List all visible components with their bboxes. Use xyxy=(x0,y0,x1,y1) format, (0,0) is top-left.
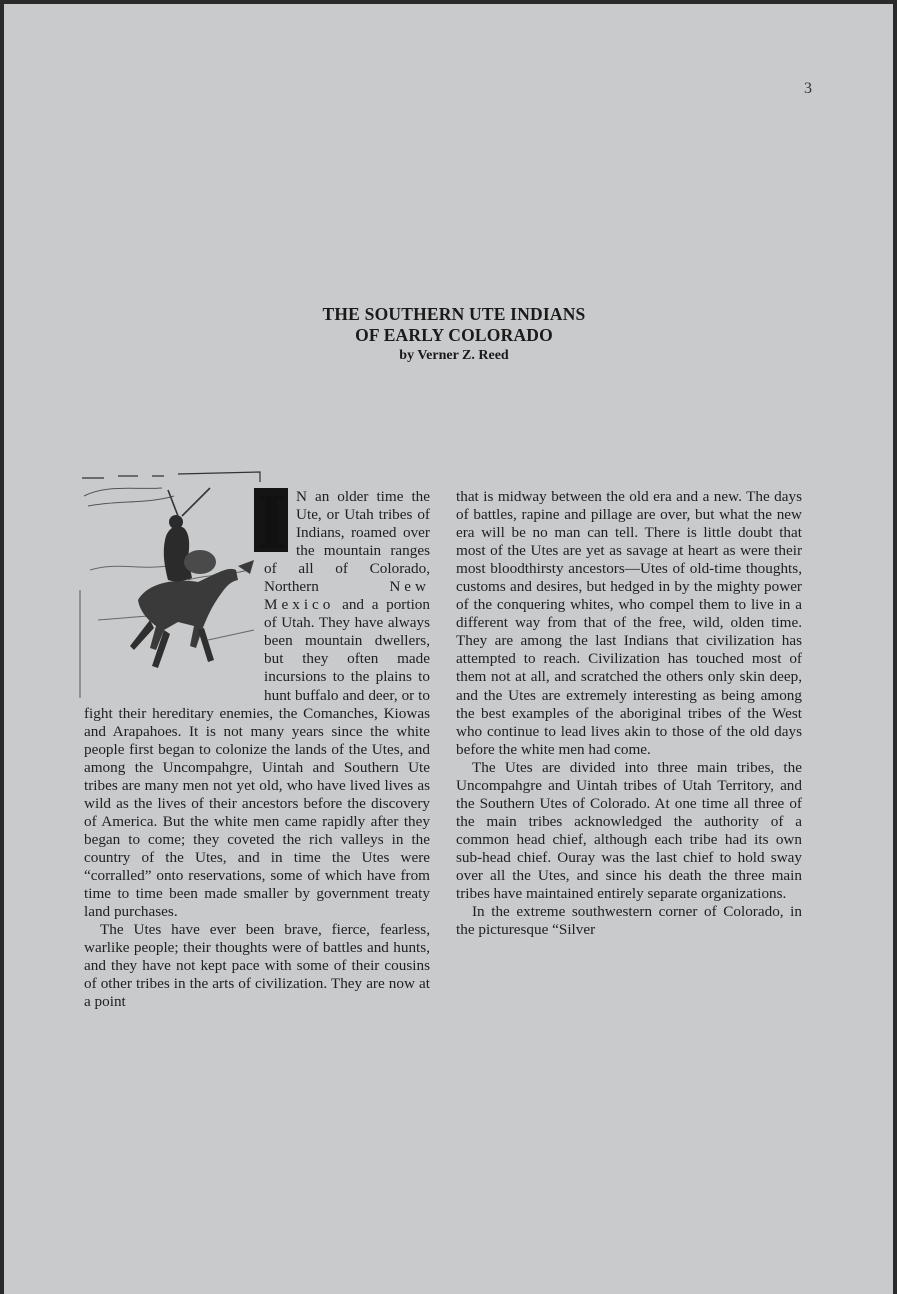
drop-cap: I xyxy=(256,488,288,552)
indian-rider-on-horse-icon xyxy=(78,470,264,698)
right-paragraph-1: that is midway between the old era and a new. The days of battles, rapine and pillage are over, but what the new era will be no man can tell. There is little doubt that most of the Utes are yet as savage at heart as were their most bloodthirsty ancestors—Utes of old-time thoughts, customs and desires, but hedged in by the mighty power of the conquering whites, who compel them to live in a different way from that of the free, wild, olden time. They are among the last Indians that civilization has attempted to reach. Civilization has touched most of them not at all, and scratched the others only skin deep, and the Utes are extremely interesting as being among the best examples of the aboriginal tribes of the West who continue to lead lives akin to those of the old days before the white men had come. xyxy=(456,488,802,758)
intro-text-rest: and a portion of Utah. They have always been mountain dwellers, but they often made incursions to the plains to hunt buffalo and deer, or to fight their hereditary enemies, the Comanches, Kiowas and Arapahoes. It is not many years since the white people first began to colonize the lands of the Utes, and among the Uncompahgre, Uintah and Southern Ute tribes are many men not yet old, who have lived lives as wild as the lives of their ancestors before the discovery of America. But the white men came rapidly after they began to come; they coveted the rich valleys in the country of the Utes, and in time the Utes were “corralled” onto reservations, some of which have from time to time been made smaller by government treaty land purchases. xyxy=(84,596,430,921)
intro-text-spaced: New Mexico xyxy=(264,578,430,614)
right-column xyxy=(456,488,802,939)
left-column xyxy=(84,488,430,1011)
right-paragraph-3: In the extreme southwestern corner of Colorado, in the picturesque “Silver xyxy=(456,903,802,939)
article-title-line-1: THE SOUTHERN UTE INDIANS xyxy=(322,304,586,324)
left-paragraph-2: The Utes have ever been brave, fierce, fearless, warlike people; their thoughts were of battles and hunts, and they have not kept pace with some of their cousins of other tribes in the arts of civilization. They are now at a point xyxy=(84,921,430,1011)
page-number: 3 xyxy=(804,80,812,97)
right-paragraph-2: The Utes are divided into three main tribes, the Uncompahgre and Uintah tribes of Utah Territory, and the Southern Utes of Colorado. At one time all three of the main tribes acknowledged the authority of a common head chief, although each tribe had its own sub-head chief. Ouray was the last chief to hold sway over all the Utes, and since his death the three main tribes have maintained entirely separate organizations. xyxy=(456,758,802,903)
byline: by Verner Z. Reed xyxy=(399,348,509,363)
title-block xyxy=(4,304,897,366)
book-page xyxy=(4,4,893,1294)
intro-text-start: N an older time the Ute, or Utah tribes of Indians, roamed over the mountain ranges of all of Colorado, Northern xyxy=(264,488,430,596)
article-title-line-2: OF EARLY COLORADO xyxy=(355,325,553,345)
